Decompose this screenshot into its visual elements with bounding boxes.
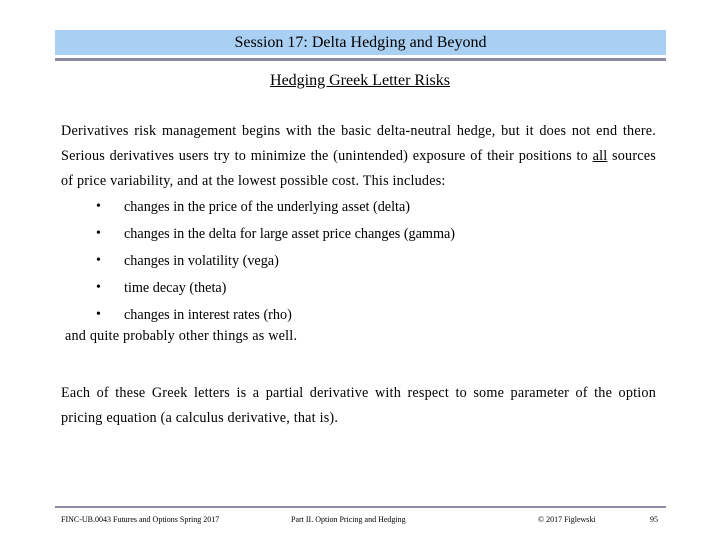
session-title: Session 17: Delta Hedging and Beyond (234, 33, 487, 51)
intro-text-after: sources of price variability, and at the lowest possible cost. This includes: (61, 148, 656, 189)
list-item (96, 248, 656, 275)
slide-subtitle: Hedging Greek Letter Risks (270, 72, 450, 89)
bullet-icon: • (96, 252, 101, 268)
list-item (96, 274, 656, 301)
intro-paragraph (61, 119, 656, 194)
bullet-icon: • (96, 199, 101, 215)
list-item-text: changes in interest rates (rho) (124, 306, 292, 323)
footer-divider (55, 506, 666, 508)
list-item-text: changes in the delta for large asset price changes (gamma) (124, 226, 456, 243)
greek-letters-paragraph: Each of these Greek letters is a partial derivative with respect to some parameter of the option pricing equation (a calculus derivative, that is). (61, 385, 656, 426)
page-number: 95 (650, 515, 658, 524)
bullet-icon: • (96, 226, 101, 242)
list-item (96, 301, 656, 328)
intro-emphasis: all (592, 148, 608, 164)
greek-risk-list (96, 194, 656, 328)
header-divider (55, 58, 666, 61)
footer-course: FINC-UB.0043 Futures and Options Spring 2017 (61, 515, 220, 524)
intro-text-before: Derivatives risk management begins with the basic delta-neutral hedge, but it does not end there. Serious derivatives users try to minimize the (unintended) exposure of their positions to (61, 123, 656, 164)
list-tail-text: and quite probably other things as well. (65, 328, 298, 344)
list-item-text: changes in the price of the underlying asset (delta) (124, 199, 411, 216)
footer-copyright: © 2017 Figlewski (538, 515, 596, 524)
bullet-icon: • (96, 279, 101, 295)
list-item (96, 194, 656, 221)
session-header (55, 30, 666, 55)
list-item (96, 221, 656, 248)
list-item-text: changes in volatility (vega) (124, 252, 279, 269)
footer-part: Part II. Option Pricing and Hedging (291, 515, 406, 524)
list-item-text: time decay (theta) (124, 279, 227, 296)
bullet-icon: • (96, 306, 101, 322)
